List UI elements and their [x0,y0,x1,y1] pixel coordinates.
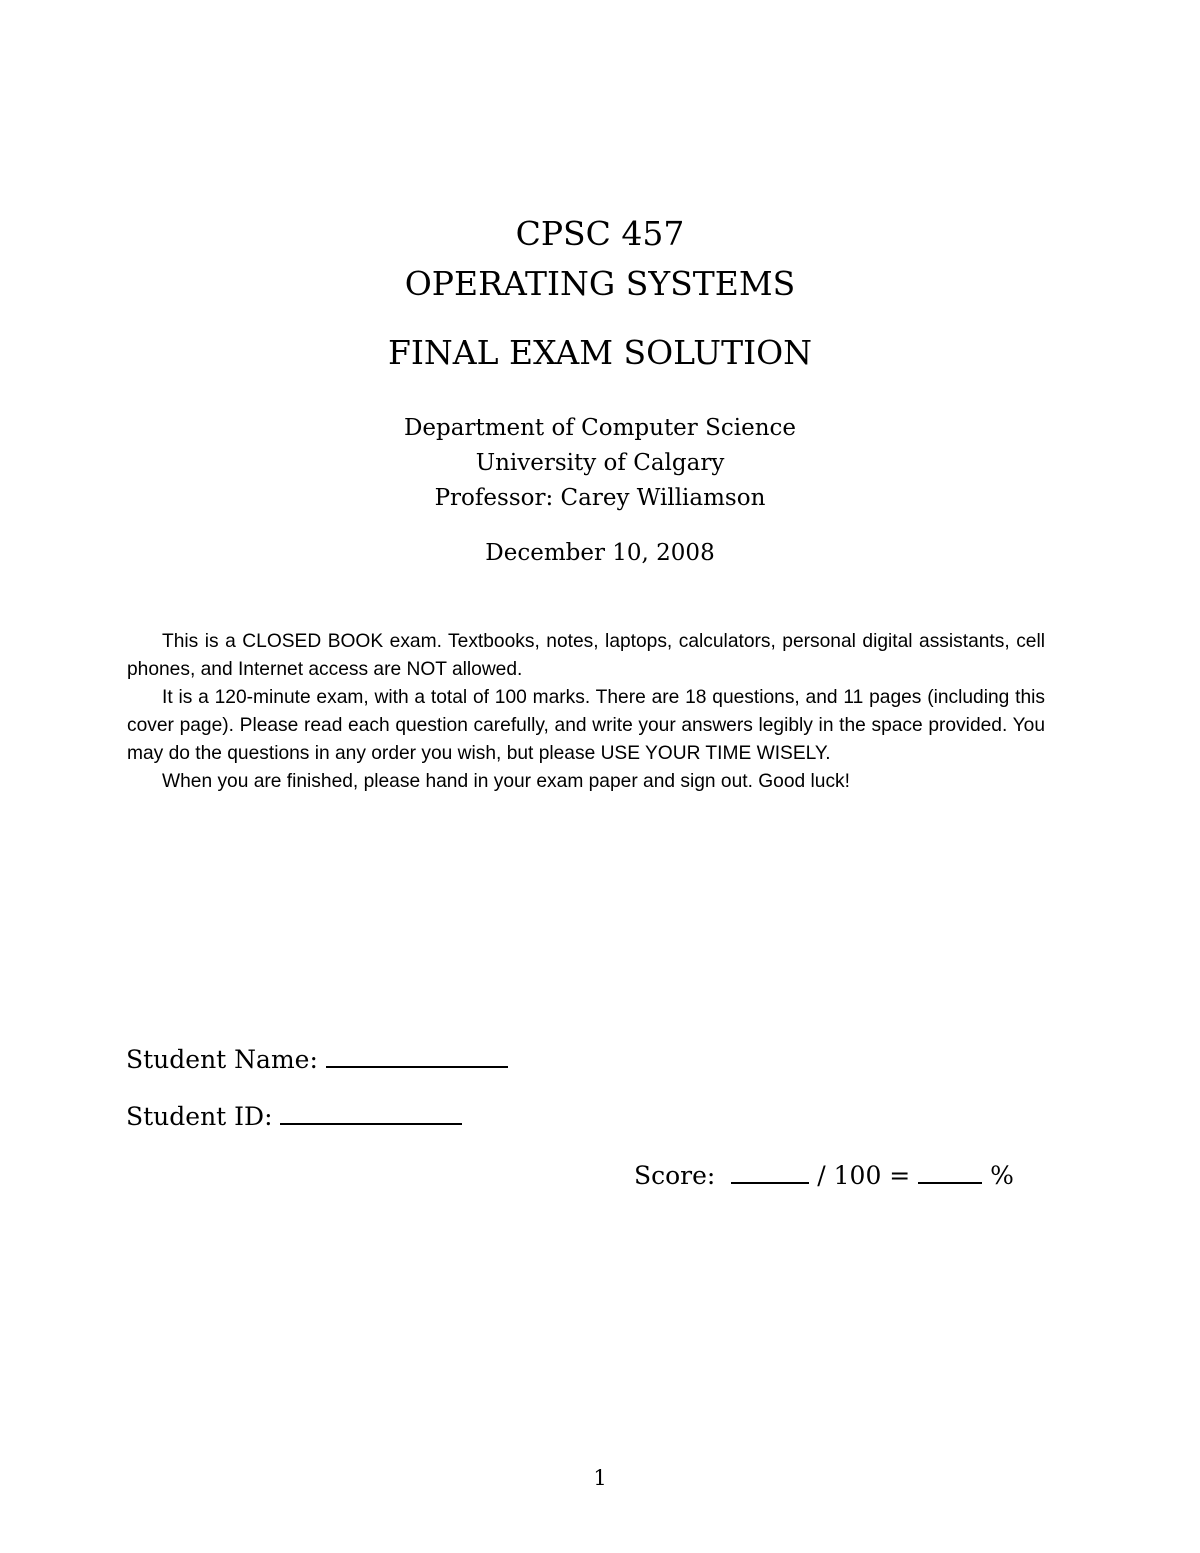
university: University of Calgary [475,450,725,476]
student-name-row [126,1044,508,1076]
instructions-block [127,628,1045,796]
student-id-row [126,1101,462,1133]
exam-title: FINAL EXAM SOLUTION [387,333,813,372]
page-number: 1 [593,1466,607,1490]
department: Department of Computer Science [403,415,797,441]
percent-field[interactable] [918,1160,982,1184]
student-name-label: Student Name: [126,1045,318,1074]
student-name-field[interactable] [326,1044,508,1068]
instructions-paragraph: This is a CLOSED BOOK exam. Textbooks, notes, laptops, calculators, personal digital assistants, cell phones, and Internet access are NOT allowed. [127,631,1045,680]
exam-date: December 10, 2008 [485,540,715,566]
score-total: / 100 = [817,1161,911,1190]
course-code: CPSC 457 [515,214,685,253]
course-subject: OPERATING SYSTEMS [404,264,796,303]
student-id-label: Student ID: [126,1102,273,1131]
score-row [634,1160,1014,1192]
instructions-paragraph: When you are finished, please hand in your exam paper and sign out. Good luck! [162,771,850,792]
score-label: Score: [634,1161,716,1190]
percent-sign: % [990,1161,1014,1190]
professor: Professor: Carey Williamson [434,485,766,511]
instructions-paragraph: It is a 120-minute exam, with a total of 100 marks. There are 18 questions, and 11 pages (including this cover page). Please read each question carefully, and write your answers legibly in the space provided. You may do the questions in any order you wish, but please USE YOUR TIME WISELY. [127,687,1045,764]
score-field[interactable] [731,1160,809,1184]
student-id-field[interactable] [280,1101,462,1125]
